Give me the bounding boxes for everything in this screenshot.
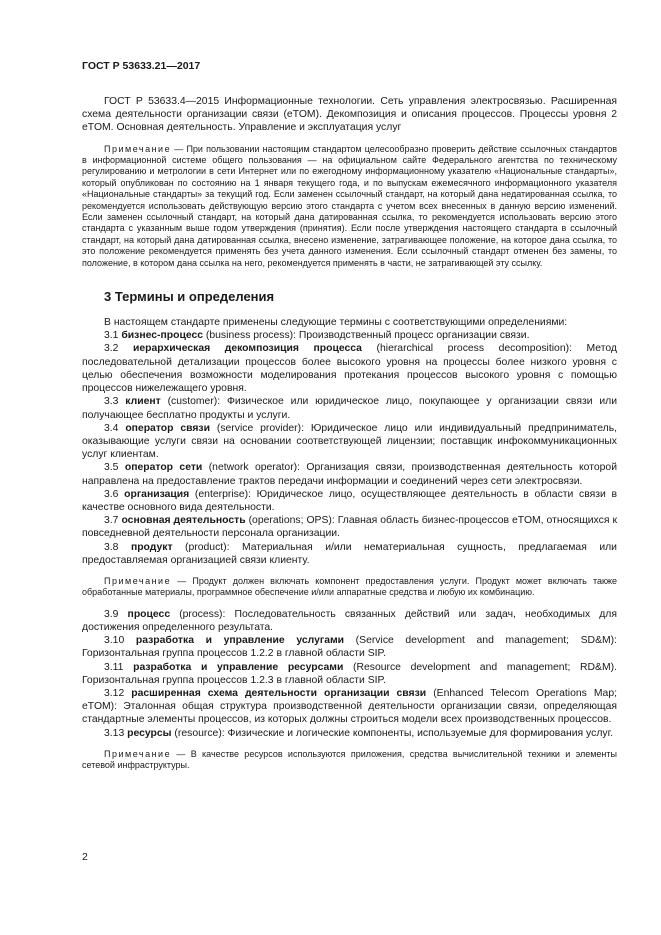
reference-entry: ГОСТ Р 53633.4—2015 Информационные технологии. Сеть управления электросвязью. Расширенная схема деятельности организации связи (eTOM). Декомпозиция и описания процессов. Процессы уровня 2 eTOM. Основная деятельность. Управление и эксплуатация услуг <box>82 96 617 134</box>
term-entry: 3.4 оператор связи (service provider): Юридическое лицо или индивидуальный предприниматель, оказывающие услуги связи на основании соответствующей лицензии; поставщик инфокоммуникационных услуг клиентам. <box>82 422 617 461</box>
note-label: Примечание <box>104 748 172 759</box>
term-entry: 3.7 основная деятельность (operations; OPS): Главная область бизнес-процессов eTOM, относящихся к повседневной деятельности персонала организации. <box>82 515 617 540</box>
term-entry: 3.5 оператор сети (network operator): Организация связи, производственная деятельность которой направлена на предоставление трактов передачи информации и соединений через сети электросвязи. <box>82 462 617 487</box>
term-entry: 3.10 разработка и управление услугами (Service development and management; SD&M): Горизонтальная группа процессов 1.2.2 в главной области SIP. <box>82 635 617 660</box>
term-entry: 3.9 процесс (process): Последовательность связанных действий или задач, необходимых для достижения определенного результата. <box>82 608 617 633</box>
term-entry: 3.1 бизнес-процесс (business process): Производственный процесс организации связи. <box>104 330 530 342</box>
section-title: 3 Термины и определения <box>104 289 275 305</box>
terms-list-1 <box>82 329 617 567</box>
term-entry: 3.3 клиент (customer): Физическое или юридическое лицо, покупающее у организации связи или получающее бесплатно продукты и услуги. <box>82 396 618 421</box>
note-3: Примечание — В качестве ресурсов используются приложения, средства вычислительной техники и элементы сетевой инфраструктуры. <box>82 748 617 771</box>
page-number: 2 <box>82 851 88 863</box>
term-entry: 3.6 организация (enterprise): Юридическое лицо, осуществляющее деятельность в области связи в качестве основного вида деятельности. <box>82 488 617 513</box>
doc-header: ГОСТ Р 53633.21—2017 <box>82 60 201 72</box>
note-1: Примечание — При пользовании настоящим стандартом целесообразно проверить действие ссылочных стандартов в информационной системе общего пользования — на официальном сайте Федерального агентства по техническому регулированию и метрологии в сети Интернет или по ежегодному информационному указателю «Национальные стандарты», который опубликован по состоянию на 1 января текущего года, и по выпускам ежемесячного информационного указателя «Национальные стандарты» за текущий год. Если заменен ссылочный стандарт, на который дана недатированная ссылка, то рекомендуется использовать действующую версию этого стандарта с учетом всех внесенных в данную версию изменений. Если заменен ссылочный стандарт, на который дана датированная ссылка, то рекомендуется использовать версию этого стандарта с указанным выше годом утверждения (принятия). Если после утверждения настоящего стандарта в ссылочный стандарт, на который дана датированная ссылка, внесено изменение, затрагивающее положение, на которое дана ссылка, то это положение рекомендуется применять без учета данного изменения. Если ссылочный стандарт отменен без замены, то положение, в котором дана ссылка на него, рекомендуется применять в части, не затрагивающей эту ссылку. <box>82 143 617 268</box>
note-2: Примечание — Продукт должен включать компонент предоставления услуги. Продукт может включать также обработанные материалы, программное обеспечение и/или аппаратные средства и любую их комбинацию. <box>82 575 617 598</box>
terms-list-2 <box>82 608 617 740</box>
note-label: Примечание <box>104 575 172 586</box>
section-intro: В настоящем стандарте применены следующие термины с соответствующими определениями: <box>104 317 568 329</box>
term-entry: 3.8 продукт (product): Материальная и/или нематериальная сущность, предлагаемая или предоставляемая организацией связи клиенту. <box>82 541 617 566</box>
term-entry: 3.13 ресурсы (resource): Физические и логические компоненты, используемые для формирования услуг. <box>104 727 613 739</box>
term-entry: 3.2 иерархическая декомпозиция процесса (hierarchical process decomposition): Метод последовательной детализации процессов более высокого уровня на процессы более низкого уровня с целью обеспечения возможности моделирования протекания процессов высокого уровня с помощью процессов нижележащего уровня. <box>82 343 617 395</box>
term-entry: 3.12 расширенная схема деятельности организации связи (Enhanced Telecom Operations Map; eTOM): Эталонная общая структура производственной деятельности организации связи, определяющая стандартные элементы процессов, из которых должны строиться модели всех производственных процессов. <box>82 687 617 726</box>
term-entry: 3.11 разработка и управление ресурсами (Resource development and management; RD&M). Горизонтальная группа процессов 1.2.3 в главной области SIP. <box>82 661 617 686</box>
note-label: Примечание <box>104 143 172 154</box>
page-content <box>82 95 617 772</box>
